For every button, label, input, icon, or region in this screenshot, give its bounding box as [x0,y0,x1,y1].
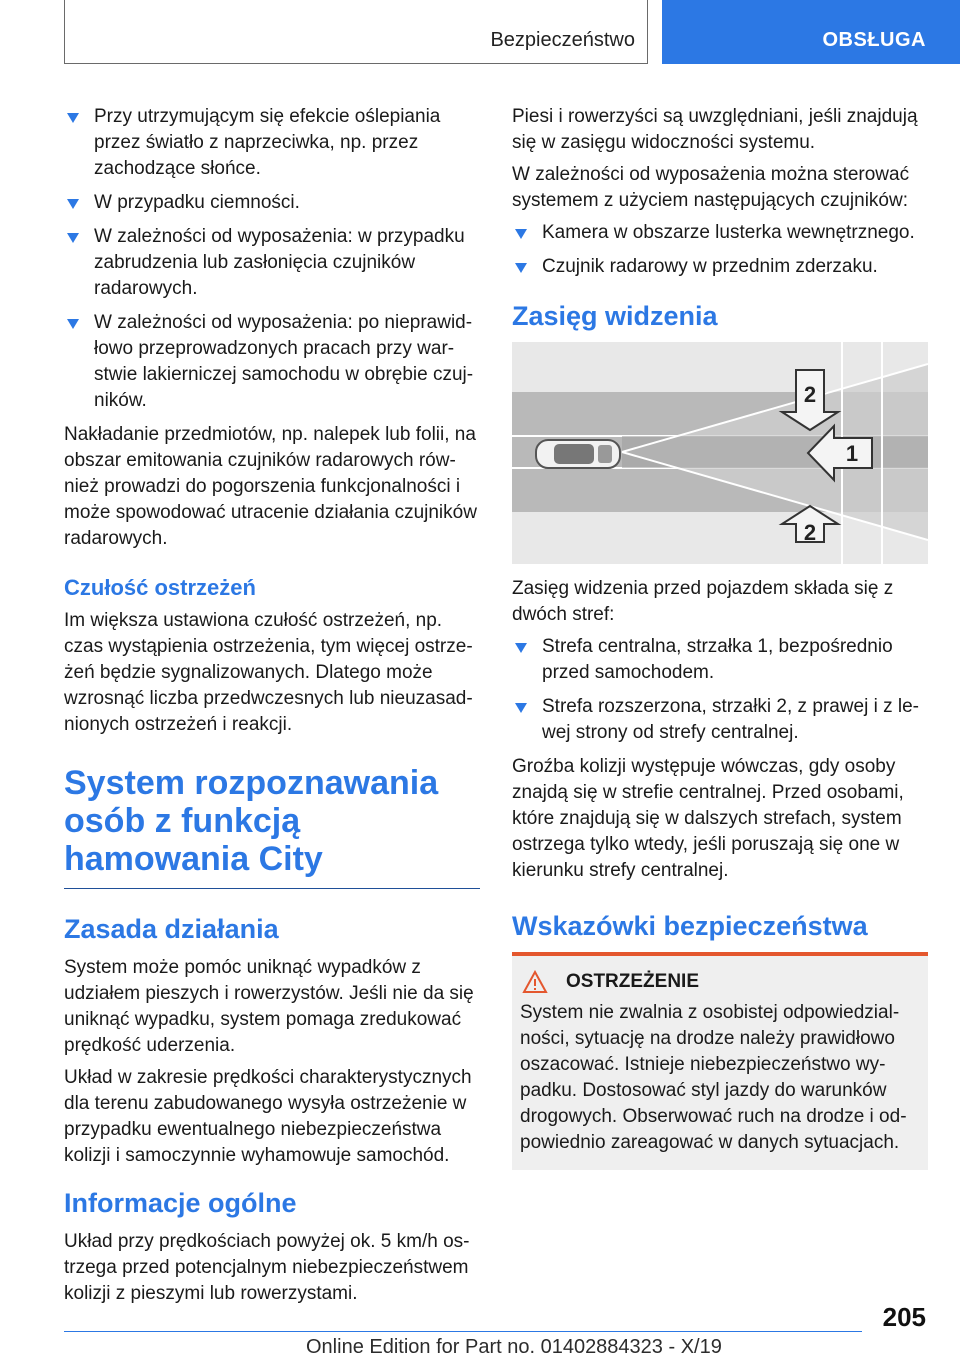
heading-range: Zasięg widzenia [512,301,718,331]
triangle-bullet-icon [515,703,527,713]
paragraph-general: Układ przy prędkościach powyżej ok. 5 km/h ostrzega przed potencjalnym niebezpieczeństwem kolizji z pieszymi lub rowerzystami. [64,1231,470,1304]
heading-general: Informacje ogólne [64,1188,297,1218]
list-item: Strefa centralna, strzałka 1, bezpośrednio przed samochodem. [512,634,928,686]
header-chapter-tab [662,0,960,64]
paragraph-range: Zasięg widzenia przed pojazdem składa się z dwóch stref: [512,578,894,625]
warning-box [512,952,928,1170]
condition-list [64,104,480,414]
chapter-title: System rozpoznawania osób z funkcją hamowania City [64,764,480,889]
triangle-bullet-icon [515,229,527,239]
triangle-bullet-icon [515,643,527,653]
right-column [512,104,928,1170]
zone-list [512,634,928,746]
paragraph-stickers: Nakładanie przedmiotów, np. nalepek lub folii, na obszar emitowania czujników radarowych również prowadzi do pogorszenia funkcjonalności i może spowodować utracenie działania czujników radarowych. [64,424,477,549]
triangle-bullet-icon [67,113,79,123]
header-chapter-label: OBSŁUGA [822,29,926,51]
footer-divider [64,1331,862,1332]
triangle-bullet-icon [67,233,79,243]
heading-safety: Wskazówki bezpieczeństwa [512,911,868,941]
figure-label-bottom: 2 [803,520,817,545]
list-item: Kamera w obszarze lusterka wewnętrznego. [512,220,928,246]
figure-label-top: 2 [803,382,817,407]
triangle-bullet-icon [515,263,527,273]
warning-text: System nie zwalnia z osobistej odpowiedzialności, sytuację na drodze należy prawidłowo oszacować. Istnieje niebezpieczeństwo wypadku. Dostosować styl jazdy do warunków drogowych. Obserwować ruch na drodze i odpowiednio zareagować w danych sytuacjach. [520,1002,907,1153]
paragraph-principle-1: System może pomóc uniknąć wypadków z udziałem pieszych i rowerzystów. Jeśli nie da się uniknąć wypadku, system pomaga zredukować prędkość uderzenia. [64,957,474,1056]
header-section-title: Bezpieczeństwo [490,29,635,51]
paragraph-sensors: W zależności od wyposażenia można sterować systemem z użyciem następujących czujników: [512,164,910,211]
page-number: 205 [882,1302,926,1332]
paragraph-principle-2: Układ w zakresie prędkości charakterystycznych dla terenu zabudowanego wysyła ostrzeżenie w przypadku ewentualnego niebezpieczeństwa kolizji i samoczynnie wyhamowuje samochód. [64,1067,472,1166]
heading-principle: Zasada działania [64,914,279,944]
warning-title: OSTRZEŻENIE [566,971,700,992]
car-icon [536,440,620,468]
figure-label-center: 1 [845,441,859,466]
left-column [64,104,480,1313]
warning-triangle-icon [522,970,548,994]
list-item: W zależności od wyposażenia: po nieprawidłowo przeprowadzonych pracach przy warstwie lakierniczej samochodu w obrębie czujników. [64,310,480,414]
triangle-bullet-icon [67,199,79,209]
warning-header [520,970,920,994]
detection-range-figure [512,342,928,564]
paragraph-sensitivity: Im większa ustawiona czułość ostrzeżeń, np. czas wystąpienia ostrzeżenia, tym więcej ostrzeżeń będzie sygnalizowanych. Dlatego może wzrosnąć liczba przedwczesnych lub nieuzasadnionych ostrzeżeń i reakcji. [64,610,473,735]
list-item: W zależności od wyposażenia: w przypadku zabrudzenia lub zasłonięcia czujników radarowych. [64,224,480,302]
sensor-list [512,220,928,280]
heading-sensitivity: Czułość ostrzeżeń [64,575,256,600]
list-item: Strefa rozszerzona, strzałki 2, z prawej i z lewej strony od strefy centralnej. [512,694,928,746]
footer-edition: Online Edition for Part no. 01402884323 - X/19 [306,1336,722,1358]
paragraph-risk: Groźba kolizji występuje wówczas, gdy osoby znajdą się w strefie centralnej. Przed osobami, które znajdują się w dalszych strefach, system ostrzega tylko wtedy, jeśli poruszają się one w kierunku strefy centralnej. [512,756,904,881]
header-box [64,0,648,64]
triangle-bullet-icon [67,319,79,329]
list-item: Przy utrzymującym się efekcie oślepiania przez światło z naprzeciwka, np. przez zachodzące słońce. [64,104,480,182]
list-item: W przypadku ciemności. [64,190,480,216]
list-item: Czujnik radarowy w przednim zderzaku. [512,254,928,280]
paragraph-pedestrians: Piesi i rowerzyści są uwzględniani, jeśli znajdują się w zasięgu widoczności systemu. [512,106,918,153]
